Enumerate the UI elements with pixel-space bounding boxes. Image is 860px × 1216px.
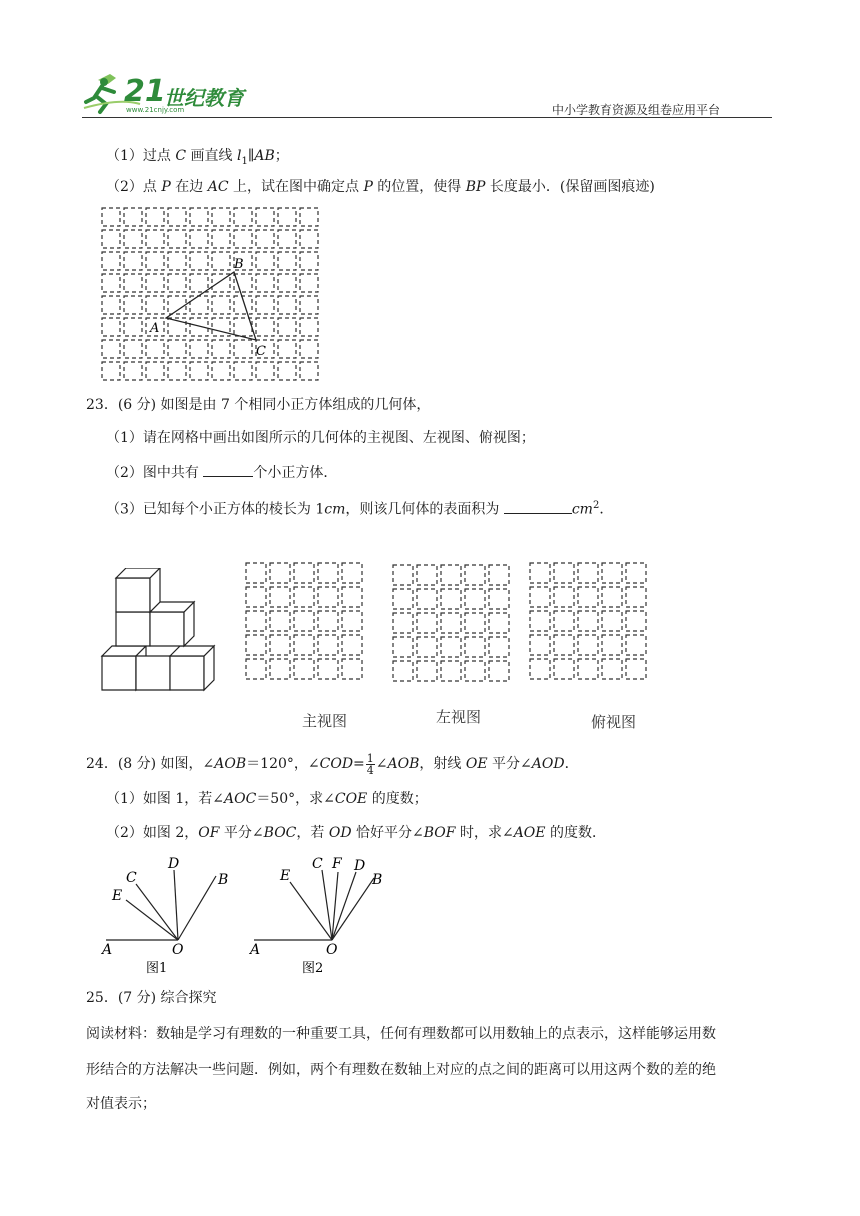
- grid-cell: [234, 340, 252, 358]
- grid-cell: [578, 563, 598, 583]
- grid-cell: [102, 296, 120, 314]
- grid-cell: [278, 362, 296, 380]
- grid-cell: [124, 208, 142, 226]
- grid-cell: [441, 661, 461, 681]
- grid-cell: [102, 252, 120, 270]
- grid-cell: [489, 613, 509, 633]
- grid-cell: [300, 318, 318, 336]
- grid-cell: [441, 613, 461, 633]
- grid-cell: [278, 230, 296, 248]
- caption-front-view: 主视图: [302, 712, 348, 730]
- grid-cell: [212, 340, 230, 358]
- grid-cell: [190, 296, 208, 314]
- q25-line2: 形结合的方法解决一些问题．例如，两个有理数在数轴上对应的点之间的距离可以用这两个数的差的绝: [86, 1062, 716, 1078]
- grid-cell: [554, 563, 574, 583]
- grid-cell: [530, 587, 550, 607]
- svg-text:D: D: [168, 856, 180, 872]
- label-b: B: [234, 257, 244, 272]
- grid-cell: [124, 318, 142, 336]
- grid-cell: [300, 296, 318, 314]
- grid-cell: [212, 296, 230, 314]
- grid-cell: [294, 587, 314, 607]
- grid-cell: [578, 635, 598, 655]
- logo-text: 世纪教育: [164, 86, 244, 110]
- grid-cell: [256, 208, 274, 226]
- grid-cell: [190, 252, 208, 270]
- grid-cell: [393, 589, 413, 609]
- grid-cell: [530, 635, 550, 655]
- grid-cell: [393, 613, 413, 633]
- grid-cell: [256, 274, 274, 292]
- grid-cell: [342, 659, 362, 679]
- grid-cell: [602, 587, 622, 607]
- svg-text:O: O: [326, 942, 338, 958]
- grid-cell: [212, 252, 230, 270]
- caption-fig2: 图2: [302, 961, 324, 976]
- triangle-abc: [166, 272, 256, 340]
- grid-cell: [530, 563, 550, 583]
- grid-cell: [300, 340, 318, 358]
- grid-cell: [300, 230, 318, 248]
- grid-cell: [270, 611, 290, 631]
- grid-cell: [465, 661, 485, 681]
- grid-cell: [602, 611, 622, 631]
- grid-cell: [318, 587, 338, 607]
- grid-cell: [294, 563, 314, 583]
- grid-cell: [246, 611, 266, 631]
- grid-cell: [554, 587, 574, 607]
- grid-cell: [441, 565, 461, 585]
- grid-cell: [146, 340, 164, 358]
- header-divider: [82, 117, 772, 118]
- svg-text:C: C: [312, 856, 323, 872]
- grid-cell: [234, 274, 252, 292]
- grid-cell: [102, 230, 120, 248]
- grid-cell: [190, 274, 208, 292]
- grid-cell: [278, 274, 296, 292]
- grid-cell: [294, 635, 314, 655]
- q23-part1: （1）请在网格中画出如图所示的几何体的主视图、左视图、俯视图；: [106, 430, 535, 446]
- left-view-grid[interactable]: [390, 562, 514, 686]
- q23-header: 23．(6 分) 如图是由 7 个相同小正方体组成的几何体，: [86, 397, 431, 413]
- q24-part2: （2）如图 2，OF 平分∠BOC，若 OD 恰好平分∠BOF 时，求∠AOE 的度数．: [106, 825, 606, 841]
- grid-cell: [578, 611, 598, 631]
- grid-cell: [212, 208, 230, 226]
- grid-cell: [270, 659, 290, 679]
- grid-cell: [168, 340, 186, 358]
- grid-cell: [602, 659, 622, 679]
- grid-cell: [578, 659, 598, 679]
- grid-cell: [278, 208, 296, 226]
- grid-cell: [256, 362, 274, 380]
- grid-cell: [102, 362, 120, 380]
- grid-cell: [465, 589, 485, 609]
- svg-text:E: E: [280, 868, 291, 884]
- grid-cell: [146, 274, 164, 292]
- q22-part2: （2）点 P 在边 AC 上，试在图中确定点 P 的位置，使得 BP 长度最小．(保留画图痕迹): [106, 179, 655, 195]
- svg-text:O: O: [172, 942, 184, 958]
- fraction-one-quarter: $\frac{1}{4}$: [366, 751, 374, 777]
- grid-cell: [417, 565, 437, 585]
- grid-cell: [256, 230, 274, 248]
- grid-cell: [393, 565, 413, 585]
- grid-cell: [554, 635, 574, 655]
- grid-cell: [300, 252, 318, 270]
- caption-left-view: 左视图: [436, 708, 482, 726]
- grid-cell: [256, 296, 274, 314]
- top-view-grid[interactable]: [527, 560, 651, 684]
- grid-cell: [190, 340, 208, 358]
- q22-part1: （1）过点 C 画直线 $l_1\parallel AB$；: [106, 148, 289, 167]
- grid-cell: [256, 252, 274, 270]
- grid-cell: [102, 318, 120, 336]
- grid-cell: [190, 208, 208, 226]
- q22-grid-figure: [100, 206, 324, 386]
- grid-cell: [626, 635, 646, 655]
- grid-cell: [626, 659, 646, 679]
- grid-cell: [102, 274, 120, 292]
- grid-cell: [246, 635, 266, 655]
- grid-cell: [489, 637, 509, 657]
- caption-top-view: 俯视图: [591, 713, 637, 731]
- grid-cell: [278, 252, 296, 270]
- grid-cell: [168, 362, 186, 380]
- grid-cell: [300, 208, 318, 226]
- platform-name: 中小学教育资源及组卷应用平台: [552, 103, 721, 117]
- grid-cell: [124, 296, 142, 314]
- grid-cell: [393, 637, 413, 657]
- grid-cell: [530, 611, 550, 631]
- grid-cell: [441, 589, 461, 609]
- svg-text:D: D: [354, 858, 366, 874]
- grid-cell: [146, 252, 164, 270]
- grid-cell: [146, 208, 164, 226]
- grid-cell: [278, 318, 296, 336]
- grid-cell: [318, 611, 338, 631]
- grid-cell: [246, 587, 266, 607]
- answer-blank-area[interactable]: [504, 499, 572, 514]
- q24-header: 24．(8 分) 如图，∠AOB＝120°，∠COD= $\frac{1}{4}$ ∠AOB，射线 OE 平分∠AOD．: [86, 751, 579, 777]
- label-c: C: [256, 344, 266, 359]
- grid-cell: [278, 296, 296, 314]
- grid-cell: [489, 589, 509, 609]
- cube-solid-figure: [98, 568, 226, 694]
- grid-cell: [270, 635, 290, 655]
- grid-cell: [102, 340, 120, 358]
- grid-cell: [626, 587, 646, 607]
- q25-line1: 阅读材料：数轴是学习有理数的一种重要工具，任何有理数都可以用数轴上的点表示，这样能够运用数: [86, 1026, 716, 1042]
- grid-cell: [124, 362, 142, 380]
- grid-cell: [168, 274, 186, 292]
- grid-cell: [102, 208, 120, 226]
- svg-text:B: B: [218, 872, 229, 888]
- grid-cell: [294, 611, 314, 631]
- grid-cell: [554, 659, 574, 679]
- grid-cell: [300, 362, 318, 380]
- grid-cell: [342, 611, 362, 631]
- svg-text:C: C: [126, 870, 137, 886]
- q25-line3: 对值表示；: [86, 1096, 156, 1112]
- grid-cell: [212, 362, 230, 380]
- grid-cell: [246, 563, 266, 583]
- q23-part2: （2）图中共有 个小正方体．: [106, 462, 337, 483]
- grid-cell: [190, 362, 208, 380]
- label-a: A: [150, 321, 160, 336]
- q23-part3: （3）已知每个小正方体的棱长为 1cm，则该几何体的表面积为 $cm^2$．: [106, 500, 614, 518]
- grid-cell: [146, 230, 164, 248]
- grid-cell: [342, 563, 362, 583]
- grid-cell: [256, 318, 274, 336]
- grid-cell: [465, 565, 485, 585]
- q24-part1: （1）如图 1，若∠AOC＝50°，求∠COE 的度数；: [106, 791, 428, 807]
- grid-cell: [554, 611, 574, 631]
- caption-fig1: 图1: [146, 961, 168, 976]
- grid-cell: [417, 613, 437, 633]
- grid-cell: [318, 659, 338, 679]
- grid-cell: [417, 589, 437, 609]
- grid-cell: [278, 340, 296, 358]
- svg-text:E: E: [112, 888, 123, 904]
- q25-header: 25．(7 分) 综合探究: [86, 990, 217, 1006]
- svg-text:F: F: [332, 856, 342, 872]
- grid-cell: [124, 230, 142, 248]
- front-view-grid[interactable]: [243, 560, 367, 684]
- grid-cell: [602, 635, 622, 655]
- grid-cell: [124, 252, 142, 270]
- grid-cell: [441, 637, 461, 657]
- grid-cell: [300, 274, 318, 292]
- logo-number: 21: [124, 74, 166, 109]
- answer-blank-count[interactable]: [203, 462, 253, 477]
- grid-cell: [342, 635, 362, 655]
- logo: [80, 68, 250, 118]
- grid-cell: [342, 587, 362, 607]
- logo-url: www.21cnjy.com: [126, 106, 185, 114]
- grid-cell: [234, 362, 252, 380]
- grid-cell: [417, 637, 437, 657]
- grid-cell: [168, 252, 186, 270]
- grid-cell: [530, 659, 550, 679]
- grid-cell: [212, 230, 230, 248]
- grid-cell: [318, 635, 338, 655]
- grid-cell: [168, 208, 186, 226]
- grid-cell: [294, 659, 314, 679]
- grid-cell: [190, 230, 208, 248]
- grid-cell: [465, 613, 485, 633]
- grid-cell: [393, 661, 413, 681]
- grid-cell: [270, 563, 290, 583]
- grid-cell: [270, 587, 290, 607]
- grid-cell: [124, 274, 142, 292]
- grid-cell: [626, 563, 646, 583]
- grid-cell: [234, 230, 252, 248]
- angle-figure-2: [246, 852, 396, 978]
- grid-cell: [318, 563, 338, 583]
- grid-cell: [602, 563, 622, 583]
- grid-cell: [146, 296, 164, 314]
- svg-text:A: A: [102, 942, 113, 958]
- grid-cell: [234, 208, 252, 226]
- grid-cell: [489, 661, 509, 681]
- angle-figure-1: [98, 852, 238, 978]
- grid-cell: [626, 611, 646, 631]
- svg-text:B: B: [372, 872, 383, 888]
- grid-cell: [465, 637, 485, 657]
- grid-cell: [578, 587, 598, 607]
- svg-text:A: A: [250, 942, 261, 958]
- grid-cell: [124, 340, 142, 358]
- grid-cell: [417, 661, 437, 681]
- grid-cell: [489, 565, 509, 585]
- grid-cell: [246, 659, 266, 679]
- grid-cell: [168, 230, 186, 248]
- grid-cell: [146, 362, 164, 380]
